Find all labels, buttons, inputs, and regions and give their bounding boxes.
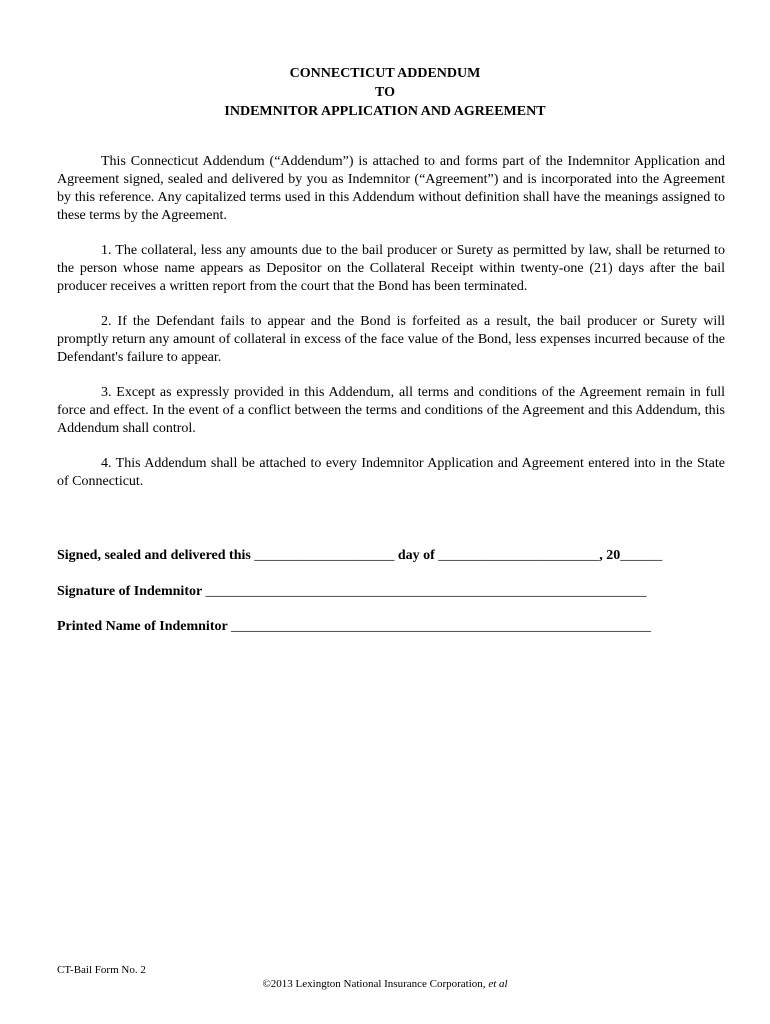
indemnitor-signature-label: Signature of Indemnitor bbox=[57, 584, 202, 599]
clause-4-paragraph: 4. This Addendum shall be attached to every Indemnitor Application and Agreement entered into in the State of Connecticut. bbox=[57, 456, 725, 489]
document-title bbox=[0, 64, 770, 121]
signed-date-line bbox=[57, 547, 662, 565]
printed-name-label: Printed Name of Indemnitor bbox=[57, 619, 228, 634]
year-label: , 20 bbox=[599, 548, 621, 563]
copyright-text: ©2013 Lexington National Insurance Corporation, bbox=[262, 978, 486, 990]
month-blank[interactable]: _______________________ bbox=[438, 548, 600, 563]
title-line-2: TO bbox=[375, 85, 395, 100]
indemnitor-signature-line bbox=[57, 583, 646, 601]
title-line-1: CONNECTICUT ADDENDUM bbox=[289, 66, 481, 81]
title-line-3: INDEMNITOR APPLICATION AND AGREEMENT bbox=[224, 104, 546, 119]
clause-1-paragraph: 1. The collateral, less any amounts due to the bail producer or Surety as permitted by law, shall be returned to the person whose name appears as Depositor on the Collateral Receipt within twenty-one (21) days after the bail producer receives a written report from the court that the Bond has been terminated. bbox=[57, 243, 725, 294]
indemnitor-signature-blank[interactable]: _______________________________________________________________ bbox=[205, 584, 647, 599]
printed-name-line bbox=[57, 618, 651, 636]
intro-paragraph: This Connecticut Addendum (“Addendum”) is attached to and forms part of the Indemnitor Application and Agreement signed, sealed and delivered by you as Indemnitor (“Agreement”) and is incorporated into the Agreement by this reference. Any capitalized terms used in this Addendum without definition shall have the meanings assigned to these terms by the Agreement. bbox=[57, 154, 725, 223]
clause-3-paragraph: 3. Except as expressly provided in this Addendum, all terms and conditions of the Agreement remain in full force and effect. In the event of a conflict between the terms and conditions of the Agreement and this Addendum, this Addendum shall control. bbox=[57, 385, 725, 436]
clause-2-paragraph: 2. If the Defendant fails to appear and the Bond is forfeited as a result, the bail producer or Surety will promptly return any amount of collateral in excess of the face value of the Bond, less expenses incurred because of the Defendant's failure to appear. bbox=[57, 314, 725, 365]
copyright-footer bbox=[0, 977, 770, 991]
year-blank[interactable]: ______ bbox=[620, 548, 663, 563]
document-body bbox=[57, 153, 725, 508]
printed-name-blank[interactable]: ____________________________________________________________ bbox=[230, 619, 651, 634]
signed-day-blank[interactable]: ____________________ bbox=[254, 548, 395, 563]
signed-label: Signed, sealed and delivered this bbox=[57, 548, 251, 563]
form-number: CT-Bail Form No. 2 bbox=[57, 964, 146, 976]
day-of-label: day of bbox=[397, 548, 435, 563]
copyright-etal: et al bbox=[488, 978, 508, 990]
